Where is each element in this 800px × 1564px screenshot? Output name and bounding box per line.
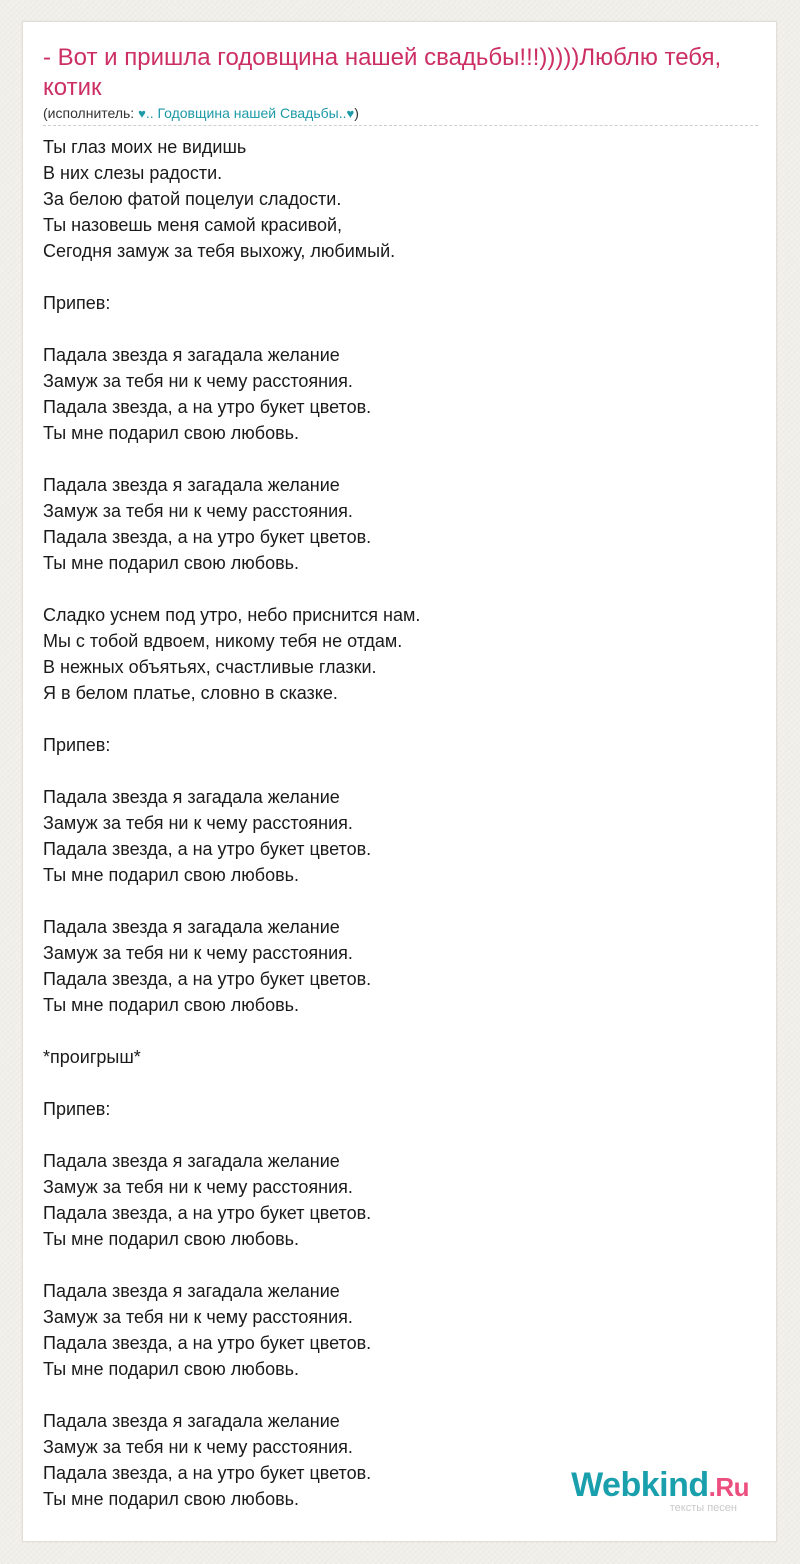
lyric-line: Ты мне подарил свою любовь. (43, 1229, 300, 1249)
logo-tld: .Ru (708, 1472, 749, 1502)
lyric-line: Падала звезда я загадала желание (43, 787, 340, 807)
lyric-line: Сладко уснем под утро, небо приснится нам. (43, 605, 421, 625)
artist-line (43, 104, 359, 123)
lyric-line: Замуж за тебя ни к чему расстояния. (43, 813, 353, 833)
lyric-line: Замуж за тебя ни к чему расстояния. (43, 501, 353, 521)
lyric-line (43, 1070, 743, 1096)
lyric-line: Падала звезда я загадала желание (43, 1281, 340, 1301)
site-logo[interactable] (554, 1466, 749, 1516)
lyric-line: Падала звезда, а на утро букет цветов. (43, 839, 372, 859)
lyric-line: Замуж за тебя ни к чему расстояния. (43, 1177, 353, 1197)
heart-icon: ♥ (346, 106, 355, 121)
lyric-line: Сегодня замуж за тебя выхожу, любимый. (43, 241, 396, 261)
lyric-line (43, 1018, 743, 1044)
lyric-line: Падала звезда я загадала желание (43, 1151, 340, 1171)
lyric-line (43, 264, 743, 290)
lyric-line: Мы с тобой вдвоем, никому тебя не отдам. (43, 631, 403, 651)
lyric-line: В нежных объятьях, счастливые глазки. (43, 657, 377, 677)
lyric-line: *проигрыш* (43, 1047, 141, 1067)
lyric-line: Ты мне подарил свою любовь. (43, 865, 300, 885)
lyric-line: Падала звезда я загадала желание (43, 1411, 340, 1431)
song-title: - Вот и пришла годовщина нашей свадьбы!!!)))))Люблю тебя, котик (43, 44, 722, 101)
lyric-line: Падала звезда, а на утро букет цветов. (43, 527, 372, 547)
lyric-line (43, 1252, 743, 1278)
logo-tagline: тексты песен (669, 1502, 737, 1514)
lyrics-text (43, 134, 743, 1512)
lyric-line: Припев: (43, 735, 111, 755)
lyric-line: Падала звезда, а на утро букет цветов. (43, 1333, 372, 1353)
lyric-line: Замуж за тебя ни к чему расстояния. (43, 371, 353, 391)
lyric-line (43, 316, 743, 342)
artist-link[interactable] (138, 105, 354, 121)
lyric-line: В них слезы радости. (43, 163, 223, 183)
divider (43, 125, 758, 126)
lyric-line: Ты мне подарил свою любовь. (43, 995, 300, 1015)
heart-icon: ♥ (138, 106, 146, 121)
lyric-line: Падала звезда я загадала желание (43, 345, 340, 365)
lyric-line: Падала звезда я загадала желание (43, 917, 340, 937)
logo-main: Webkind (571, 1466, 709, 1504)
logo-text (571, 1466, 749, 1506)
lyric-line: Замуж за тебя ни к чему расстояния. (43, 1307, 353, 1327)
lyrics-card (22, 21, 777, 1542)
lyric-line (43, 706, 743, 732)
lyric-line: Ты мне подарил свою любовь. (43, 553, 300, 573)
artist-suffix: ) (354, 105, 359, 121)
lyric-line: Падала звезда, а на утро букет цветов. (43, 397, 372, 417)
artist-name: .. Годовщина нашей Свадьбы.. (145, 105, 347, 121)
lyric-line: Падала звезда я загадала желание (43, 475, 340, 495)
lyric-line (43, 446, 743, 472)
lyric-line: Падала звезда, а на утро букет цветов. (43, 1463, 372, 1483)
lyric-line: Замуж за тебя ни к чему расстояния. (43, 1437, 353, 1457)
lyric-line (43, 888, 743, 914)
lyric-line: Ты мне подарил свою любовь. (43, 1489, 300, 1509)
artist-prefix: (исполнитель: (43, 105, 139, 121)
lyric-line (43, 1382, 743, 1408)
lyric-line: Припев: (43, 293, 111, 313)
lyric-line: Ты назовешь меня самой красивой, (43, 215, 343, 235)
lyric-line (43, 1122, 743, 1148)
lyric-line: Замуж за тебя ни к чему расстояния. (43, 943, 353, 963)
lyric-line: Ты мне подарил свою любовь. (43, 423, 300, 443)
lyric-line (43, 758, 743, 784)
lyric-line: Падала звезда, а на утро букет цветов. (43, 969, 372, 989)
lyric-line: За белою фатой поцелуи сладости. (43, 189, 342, 209)
lyric-line: Ты мне подарил свою любовь. (43, 1359, 300, 1379)
lyric-line: Припев: (43, 1099, 111, 1119)
lyric-line: Ты глаз моих не видишь (43, 137, 247, 157)
lyric-line: Падала звезда, а на утро букет цветов. (43, 1203, 372, 1223)
lyric-line (43, 576, 743, 602)
lyric-line: Я в белом платье, словно в сказке. (43, 683, 338, 703)
